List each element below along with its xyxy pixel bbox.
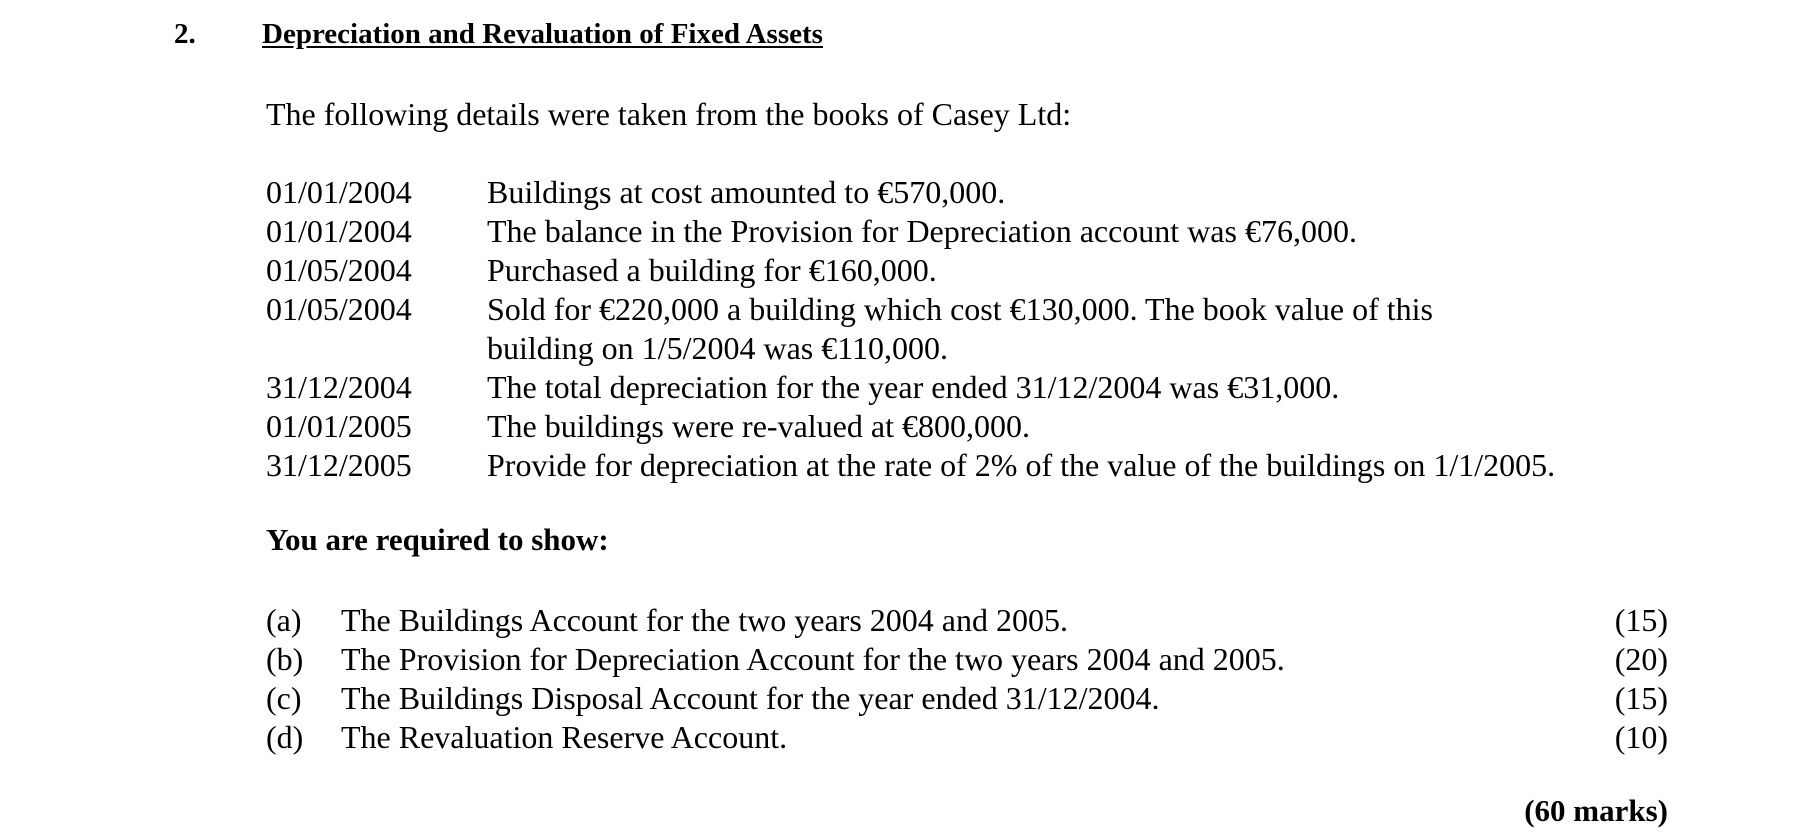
part-label: (a)	[266, 602, 302, 638]
transaction-description	[487, 212, 1687, 251]
required-heading: You are required to show:	[266, 522, 609, 557]
transaction-description	[487, 251, 1687, 290]
transaction-description	[487, 407, 1687, 446]
part-label: (c)	[266, 680, 302, 716]
transaction-date: 01/05/2004	[266, 291, 412, 327]
part-description: The Provision for Depreciation Account for the two years 2004 and 2005.	[341, 641, 1285, 677]
transaction-date: 01/01/2005	[266, 408, 412, 444]
transaction-entry	[266, 368, 1687, 407]
transaction-description	[487, 368, 1687, 407]
part-marks: (15)	[1614, 680, 1668, 716]
transaction-date: 31/12/2005	[266, 447, 412, 483]
transaction-date: 01/01/2004	[266, 174, 412, 210]
part-label: (d)	[266, 719, 304, 755]
transaction-entry	[266, 407, 1687, 446]
transaction-entry	[266, 173, 1687, 212]
transaction-description-line: building on 1/5/2004 was €110,000.	[487, 330, 949, 366]
transaction-entry	[266, 212, 1687, 251]
required-part	[266, 679, 1668, 718]
transaction-description-line: The total depreciation for the year ended 31/12/2004 was €31,000.	[487, 369, 1340, 405]
transaction-description-line: The buildings were re-valued at €800,000.	[487, 408, 1030, 444]
part-marks: (15)	[1614, 602, 1668, 638]
transaction-entry	[266, 251, 1687, 290]
transaction-entry	[266, 290, 1687, 368]
transaction-description-line: Sold for €220,000 a building which cost €130,000. The book value of this	[487, 291, 1433, 327]
transaction-description-line: The balance in the Provision for Depreciation account was €76,000.	[487, 213, 1357, 249]
required-part	[266, 601, 1668, 640]
intro-text: The following details were taken from the books of Casey Ltd:	[266, 96, 1072, 132]
part-description: The Buildings Account for the two years 2004 and 2005.	[341, 602, 1068, 638]
transaction-list	[266, 173, 1687, 485]
part-marks: (10)	[1614, 719, 1668, 755]
part-marks: (20)	[1614, 641, 1668, 677]
part-description: The Revaluation Reserve Account.	[341, 719, 788, 755]
required-parts-list	[266, 601, 1668, 757]
question-number: 2.	[174, 18, 196, 50]
transaction-date: 31/12/2004	[266, 369, 412, 405]
question-title: Depreciation and Revaluation of Fixed Assets	[262, 18, 823, 50]
transaction-date: 01/01/2004	[266, 213, 412, 249]
transaction-description-line: Purchased a building for €160,000.	[487, 252, 937, 288]
transaction-description-line: Buildings at cost amounted to €570,000.	[487, 174, 1006, 210]
transaction-description	[487, 173, 1687, 212]
transaction-description	[487, 446, 1687, 485]
required-part	[266, 718, 1668, 757]
transaction-description-line: Provide for depreciation at the rate of 2% of the value of the buildings on 1/1/2005.	[487, 447, 1556, 483]
part-label: (b)	[266, 641, 304, 677]
total-marks: (60 marks)	[1524, 793, 1668, 828]
required-part	[266, 640, 1668, 679]
transaction-date: 01/05/2004	[266, 252, 412, 288]
transaction-entry	[266, 446, 1687, 485]
part-description: The Buildings Disposal Account for the year ended 31/12/2004.	[341, 680, 1160, 716]
transaction-description	[487, 290, 1687, 368]
